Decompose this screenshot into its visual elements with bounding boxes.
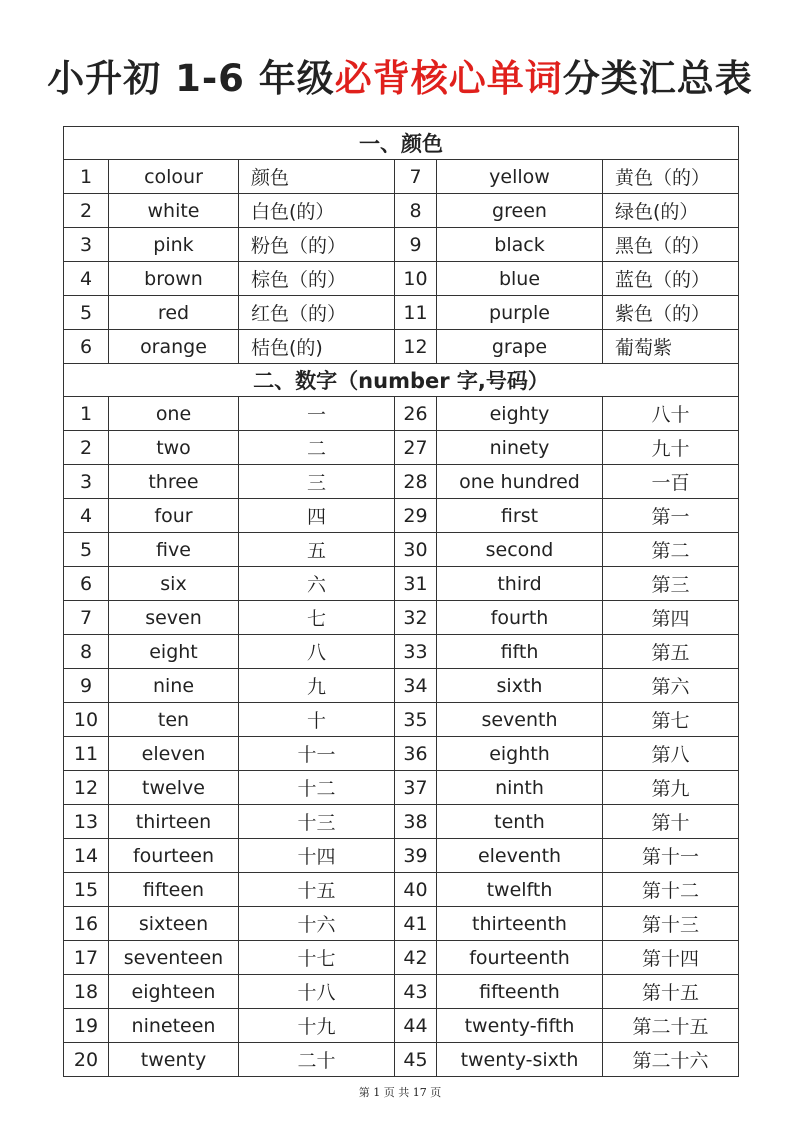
english-word: colour	[109, 160, 239, 194]
chinese-meaning: 紫色（的）	[603, 296, 739, 330]
chinese-meaning: 九十	[603, 431, 739, 465]
title-highlight: 必背核心单词	[334, 57, 563, 100]
chinese-meaning: 十六	[239, 907, 395, 941]
table-row	[64, 465, 739, 499]
chinese-meaning: 第十	[603, 805, 739, 839]
english-word: nineteen	[109, 1009, 239, 1043]
row-number: 11	[395, 296, 437, 330]
chinese-meaning: 棕色（的）	[239, 262, 395, 296]
row-number: 20	[64, 1043, 109, 1077]
row-number: 1	[64, 160, 109, 194]
chinese-meaning: 第八	[603, 737, 739, 771]
chinese-meaning: 第七	[603, 703, 739, 737]
english-word: fifteenth	[437, 975, 603, 1009]
page-footer: 第 1 页 共 17 页	[358, 1086, 442, 1099]
table-row	[64, 907, 739, 941]
chinese-meaning: 粉色（的）	[239, 228, 395, 262]
table-row	[64, 228, 739, 262]
chinese-meaning: 第九	[603, 771, 739, 805]
page-title	[0, 48, 800, 102]
chinese-meaning: 十五	[239, 873, 395, 907]
title-prefix: 小升初 1-6 年级	[47, 57, 335, 100]
row-number: 6	[64, 567, 109, 601]
row-number: 45	[395, 1043, 437, 1077]
chinese-meaning: 十三	[239, 805, 395, 839]
row-number: 33	[395, 635, 437, 669]
table-row	[64, 737, 739, 771]
row-number: 40	[395, 873, 437, 907]
english-word: twelve	[109, 771, 239, 805]
table-row	[64, 160, 739, 194]
row-number: 10	[395, 262, 437, 296]
chinese-meaning: 桔色(的)	[239, 330, 395, 364]
english-word: ninth	[437, 771, 603, 805]
row-number: 5	[64, 533, 109, 567]
row-number: 16	[64, 907, 109, 941]
english-word: eighth	[437, 737, 603, 771]
row-number: 11	[64, 737, 109, 771]
chinese-meaning: 第十一	[603, 839, 739, 873]
chinese-meaning: 十八	[239, 975, 395, 1009]
row-number: 7	[395, 160, 437, 194]
english-word: twenty	[109, 1043, 239, 1077]
english-word: fourteenth	[437, 941, 603, 975]
chinese-meaning: 第二	[603, 533, 739, 567]
table-row	[64, 567, 739, 601]
table-row	[64, 194, 739, 228]
english-word: blue	[437, 262, 603, 296]
english-word: sixteen	[109, 907, 239, 941]
row-number: 7	[64, 601, 109, 635]
table-row	[64, 873, 739, 907]
english-word: one hundred	[437, 465, 603, 499]
table-row	[64, 397, 739, 431]
english-word: second	[437, 533, 603, 567]
row-number: 4	[64, 499, 109, 533]
chinese-meaning: 九	[239, 669, 395, 703]
english-word: green	[437, 194, 603, 228]
english-word: pink	[109, 228, 239, 262]
section-heading: 一、颜色	[64, 127, 739, 160]
row-number: 32	[395, 601, 437, 635]
english-word: fifth	[437, 635, 603, 669]
chinese-meaning: 二	[239, 431, 395, 465]
english-word: one	[109, 397, 239, 431]
english-word: five	[109, 533, 239, 567]
table-row	[64, 296, 739, 330]
chinese-meaning: 十一	[239, 737, 395, 771]
english-word: grape	[437, 330, 603, 364]
english-word: purple	[437, 296, 603, 330]
chinese-meaning: 黑色（的）	[603, 228, 739, 262]
english-word: first	[437, 499, 603, 533]
table-row	[64, 1009, 739, 1043]
row-number: 10	[64, 703, 109, 737]
english-word: eleventh	[437, 839, 603, 873]
table-row	[64, 975, 739, 1009]
english-word: twelfth	[437, 873, 603, 907]
table-row	[64, 839, 739, 873]
chinese-meaning: 三	[239, 465, 395, 499]
english-word: seven	[109, 601, 239, 635]
chinese-meaning: 十七	[239, 941, 395, 975]
row-number: 15	[64, 873, 109, 907]
english-word: eighty	[437, 397, 603, 431]
chinese-meaning: 第二十六	[603, 1043, 739, 1077]
row-number: 34	[395, 669, 437, 703]
row-number: 28	[395, 465, 437, 499]
row-number: 6	[64, 330, 109, 364]
section-header-row	[64, 364, 739, 397]
chinese-meaning: 第二十五	[603, 1009, 739, 1043]
chinese-meaning: 第六	[603, 669, 739, 703]
chinese-meaning: 第十二	[603, 873, 739, 907]
chinese-meaning: 四	[239, 499, 395, 533]
english-word: third	[437, 567, 603, 601]
chinese-meaning: 葡萄紫	[603, 330, 739, 364]
chinese-meaning: 第四	[603, 601, 739, 635]
chinese-meaning: 第十四	[603, 941, 739, 975]
chinese-meaning: 第五	[603, 635, 739, 669]
table-row	[64, 601, 739, 635]
table-row	[64, 1043, 739, 1077]
english-word: ninety	[437, 431, 603, 465]
english-word: ten	[109, 703, 239, 737]
chinese-meaning: 蓝色（的）	[603, 262, 739, 296]
row-number: 38	[395, 805, 437, 839]
vocabulary-table	[63, 126, 739, 1077]
chinese-meaning: 黄色（的）	[603, 160, 739, 194]
english-word: seventh	[437, 703, 603, 737]
english-word: eleven	[109, 737, 239, 771]
row-number: 18	[64, 975, 109, 1009]
row-number: 8	[395, 194, 437, 228]
chinese-meaning: 十九	[239, 1009, 395, 1043]
english-word: thirteenth	[437, 907, 603, 941]
row-number: 35	[395, 703, 437, 737]
row-number: 14	[64, 839, 109, 873]
row-number: 2	[64, 431, 109, 465]
chinese-meaning: 十四	[239, 839, 395, 873]
chinese-meaning: 二十	[239, 1043, 395, 1077]
row-number: 9	[395, 228, 437, 262]
chinese-meaning: 七	[239, 601, 395, 635]
english-word: nine	[109, 669, 239, 703]
english-word: eight	[109, 635, 239, 669]
chinese-meaning: 颜色	[239, 160, 395, 194]
chinese-meaning: 八十	[603, 397, 739, 431]
english-word: twenty-fifth	[437, 1009, 603, 1043]
table-row	[64, 330, 739, 364]
table-row	[64, 703, 739, 737]
chinese-meaning: 第十三	[603, 907, 739, 941]
table-row	[64, 669, 739, 703]
row-number: 27	[395, 431, 437, 465]
row-number: 31	[395, 567, 437, 601]
row-number: 17	[64, 941, 109, 975]
english-word: fourth	[437, 601, 603, 635]
english-word: thirteen	[109, 805, 239, 839]
english-word: black	[437, 228, 603, 262]
row-number: 19	[64, 1009, 109, 1043]
table-row	[64, 499, 739, 533]
row-number: 36	[395, 737, 437, 771]
row-number: 41	[395, 907, 437, 941]
chinese-meaning: 六	[239, 567, 395, 601]
english-word: fourteen	[109, 839, 239, 873]
chinese-meaning: 第一	[603, 499, 739, 533]
table-row	[64, 941, 739, 975]
english-word: seventeen	[109, 941, 239, 975]
row-number: 43	[395, 975, 437, 1009]
english-word: fifteen	[109, 873, 239, 907]
english-word: tenth	[437, 805, 603, 839]
chinese-meaning: 第三	[603, 567, 739, 601]
chinese-meaning: 十二	[239, 771, 395, 805]
chinese-meaning: 八	[239, 635, 395, 669]
row-number: 39	[395, 839, 437, 873]
chinese-meaning: 红色（的）	[239, 296, 395, 330]
title-suffix: 分类汇总表	[562, 57, 753, 100]
english-word: red	[109, 296, 239, 330]
table-row	[64, 771, 739, 805]
table-row	[64, 635, 739, 669]
english-word: twenty-sixth	[437, 1043, 603, 1077]
row-number: 3	[64, 465, 109, 499]
row-number: 4	[64, 262, 109, 296]
row-number: 26	[395, 397, 437, 431]
row-number: 12	[395, 330, 437, 364]
row-number: 30	[395, 533, 437, 567]
english-word: two	[109, 431, 239, 465]
table-row	[64, 262, 739, 296]
row-number: 1	[64, 397, 109, 431]
row-number: 12	[64, 771, 109, 805]
row-number: 3	[64, 228, 109, 262]
english-word: three	[109, 465, 239, 499]
table-row	[64, 533, 739, 567]
english-word: yellow	[437, 160, 603, 194]
english-word: four	[109, 499, 239, 533]
chinese-meaning: 白色(的）	[239, 194, 395, 228]
english-word: eighteen	[109, 975, 239, 1009]
english-word: sixth	[437, 669, 603, 703]
english-word: six	[109, 567, 239, 601]
row-number: 5	[64, 296, 109, 330]
row-number: 9	[64, 669, 109, 703]
row-number: 37	[395, 771, 437, 805]
section-heading: 二、数字（number 字,号码）	[64, 364, 739, 397]
row-number: 13	[64, 805, 109, 839]
row-number: 8	[64, 635, 109, 669]
row-number: 44	[395, 1009, 437, 1043]
chinese-meaning: 五	[239, 533, 395, 567]
chinese-meaning: 一	[239, 397, 395, 431]
row-number: 42	[395, 941, 437, 975]
chinese-meaning: 第十五	[603, 975, 739, 1009]
english-word: brown	[109, 262, 239, 296]
table-row	[64, 431, 739, 465]
table-row	[64, 805, 739, 839]
chinese-meaning: 十	[239, 703, 395, 737]
row-number: 2	[64, 194, 109, 228]
english-word: white	[109, 194, 239, 228]
english-word: orange	[109, 330, 239, 364]
row-number: 29	[395, 499, 437, 533]
section-header-row	[64, 127, 739, 160]
chinese-meaning: 一百	[603, 465, 739, 499]
chinese-meaning: 绿色(的）	[603, 194, 739, 228]
